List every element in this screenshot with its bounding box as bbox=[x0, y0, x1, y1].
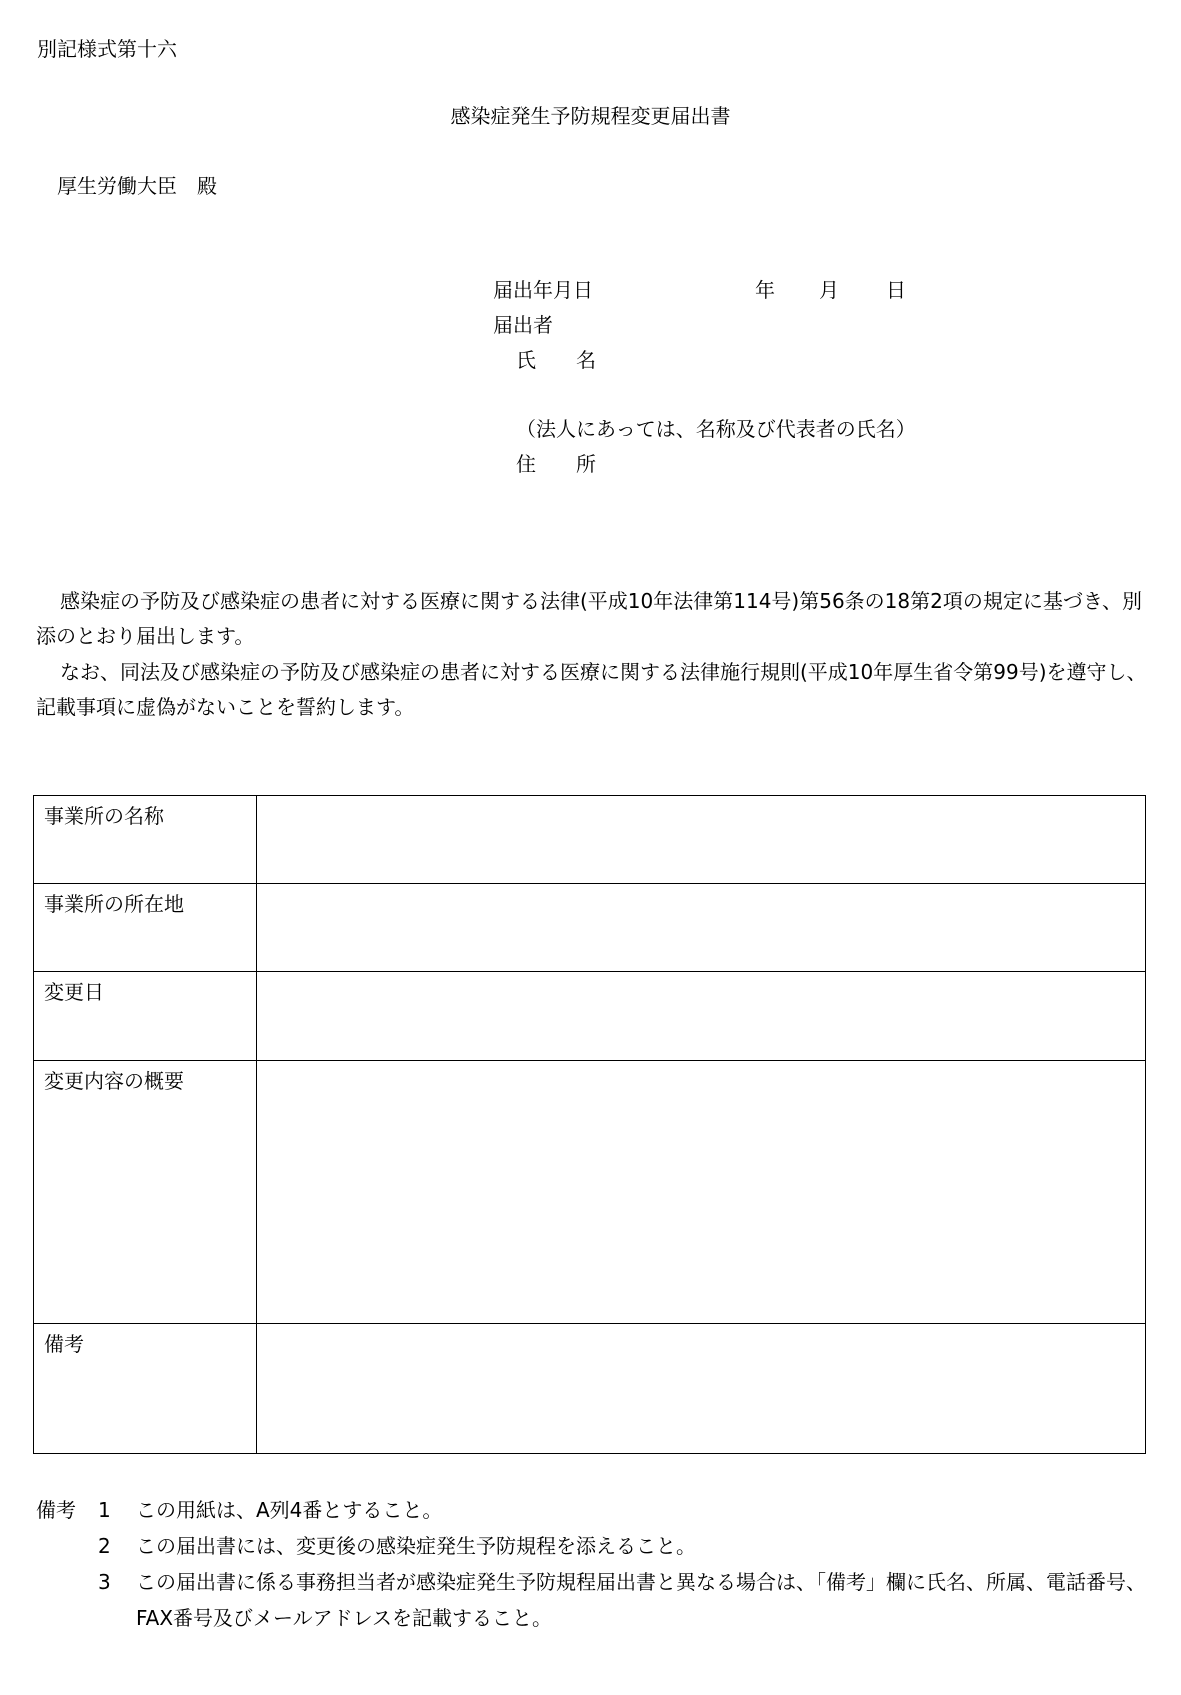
remarks-field[interactable] bbox=[257, 1324, 1146, 1454]
note-number: 2 bbox=[98, 1534, 111, 1558]
notes-heading: 備考 bbox=[36, 1498, 76, 1522]
table-row bbox=[34, 972, 1146, 1061]
day-label: 日 bbox=[886, 278, 906, 302]
address-label: 住 所 bbox=[516, 452, 596, 476]
date-label: 届出年月日 bbox=[493, 278, 593, 302]
corp-note: （法人にあっては、名称及び代表者の氏名） bbox=[516, 417, 916, 441]
form-number: 別記様式第十六 bbox=[37, 37, 177, 61]
year-label: 年 bbox=[755, 278, 775, 302]
note-item bbox=[36, 1528, 1148, 1564]
notes-section bbox=[36, 1492, 1148, 1636]
addressee: 厚生労働大臣 殿 bbox=[57, 174, 217, 198]
office-name-field[interactable] bbox=[257, 796, 1146, 884]
note-text: この用紙は、A列4番とすること。 bbox=[136, 1498, 443, 1522]
change-date-field[interactable] bbox=[257, 972, 1146, 1061]
row-label: 変更日 bbox=[34, 972, 257, 1061]
body-paragraph-1: 感染症の予防及び感染症の患者に対する医療に関する法律(平成10年法律第114号)第56条の18第2項の規定に基づき、別添のとおり届出します。 bbox=[36, 589, 1143, 648]
row-label: 事業所の所在地 bbox=[34, 884, 257, 972]
table-row bbox=[34, 1061, 1146, 1324]
page-title: 感染症発生予防規程変更届出書 bbox=[450, 104, 731, 128]
name-label: 氏 名 bbox=[516, 348, 596, 372]
row-label: 変更内容の概要 bbox=[34, 1061, 257, 1324]
note-number: 1 bbox=[98, 1498, 111, 1522]
office-address-field[interactable] bbox=[257, 884, 1146, 972]
applicant-label: 届出者 bbox=[493, 313, 553, 337]
row-label: 事業所の名称 bbox=[34, 796, 257, 884]
body-paragraph-2: なお、同法及び感染症の予防及び感染症の患者に対する医療に関する法律施行規則(平成10年厚生省令第99号)を遵守し、記載事項に虚偽がないことを誓約します。 bbox=[36, 660, 1147, 719]
notification-table bbox=[33, 795, 1146, 1454]
note-number: 3 bbox=[98, 1570, 111, 1594]
note-text: この届出書には、変更後の感染症発生予防規程を添えること。 bbox=[136, 1534, 696, 1558]
table-row bbox=[34, 884, 1146, 972]
month-label: 月 bbox=[819, 278, 839, 302]
change-summary-field[interactable] bbox=[257, 1061, 1146, 1324]
note-item bbox=[36, 1564, 1148, 1636]
note-text: この届出書に係る事務担当者が感染症発生予防規程届出書と異なる場合は、「備考」欄に氏名、所属、電話番号、FAX番号及びメールアドレスを記載すること。 bbox=[136, 1570, 1146, 1630]
table-row bbox=[34, 796, 1146, 884]
table-row bbox=[34, 1324, 1146, 1454]
note-item bbox=[36, 1492, 1148, 1528]
row-label: 備考 bbox=[34, 1324, 257, 1454]
